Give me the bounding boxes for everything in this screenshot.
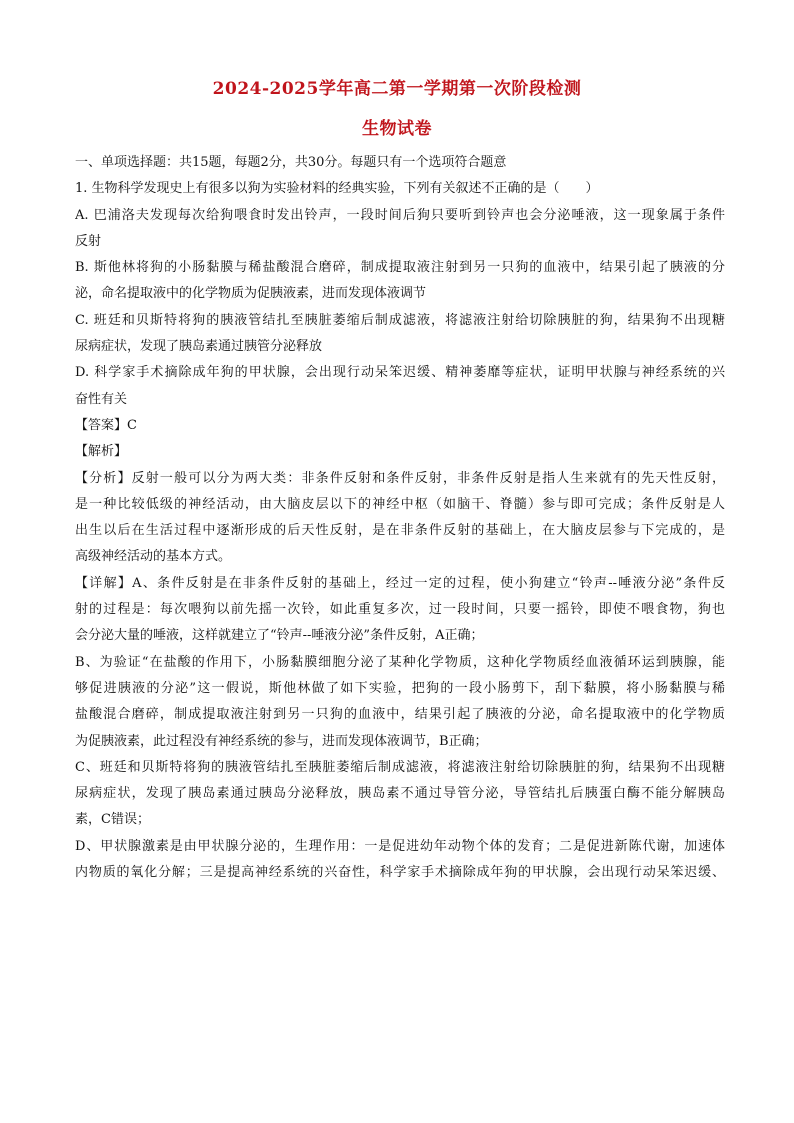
- text-line: 【解析】: [75, 444, 128, 460]
- text-line: 1. 生物科学发现史上有很多以狗为实验材料的经典实验，下列有关叙述不正确的是（ ）: [75, 181, 599, 197]
- text-line: 尿病症状，发现了胰岛素通过胰岛分泌释放，胰岛素不通过导管分泌，导管结扎后胰蛋白酶不能分解胰岛: [75, 786, 725, 802]
- text-line: 射的过程是：每次喂狗以前先摇一次铃，如此重复多次，过一段时间，只要一摇铃，即使不喂食物，狗也: [75, 602, 725, 618]
- text-line: 【详解】A、条件反射是在非条件反射的基础上，经过一定的过程，使小狗建立“铃声--唾液分泌”条件反: [75, 575, 725, 591]
- text-line: D. 科学家手术摘除成年狗的甲状腺，会出现行动呆笨迟缓、精神萎靡等症状，证明甲状腺与神经系统的兴: [75, 365, 725, 381]
- text-line: D、甲状腺激素是由甲状腺分泌的，生理作用：一是促进幼年动物个体的发育；二是促进新陈代谢，加速体: [75, 838, 725, 854]
- text-line: 为促胰液素，此过程没有神经系统的参与，进而发现体液调节，B正确；: [75, 733, 488, 749]
- text-line: 【答案】C: [75, 417, 137, 433]
- text-line: 出生以后在生活过程中逐渐形成的后天性反射，是在非条件反射的基础上，在大脑皮层参与下完成的，是: [75, 523, 725, 539]
- text-line: 反射: [75, 233, 102, 249]
- text-line: B. 斯他林将狗的小肠黏膜与稀盐酸混合磨碎，制成提取液注射到另一只狗的血液中，结果引起了胰液的分: [75, 260, 725, 276]
- text-line: 是一种比较低级的神经活动，由大脑皮层以下的神经中枢（如脑干、脊髓）参与即可完成；条件反射是人: [75, 496, 725, 512]
- page-title: 2024-2025学年高二第一学期第一次阶段检测: [212, 79, 582, 99]
- text-line: 一、单项选择题：共15题，每题2分，共30分。每题只有一个选项符合题意: [75, 155, 507, 170]
- text-line: 素，C错误；: [75, 812, 150, 828]
- text-line: 内物质的氧化分解；三是提高神经系统的兴奋性，科学家手术摘除成年狗的甲状腺，会出现行动呆笨迟缓、: [75, 865, 725, 881]
- text-line: 会分泌大量的唾液，这样就建立了“铃声--唾液分泌”条件反射，A正确；: [75, 628, 484, 644]
- text-line: 泌，命名提取液中的化学物质为促胰液素，进而发现体液调节: [75, 286, 427, 302]
- text-line: 高级神经活动的基本方式。: [75, 549, 232, 565]
- text-line: A. 巴浦洛夫发现每次给狗喂食时发出铃声，一段时间后狗只要听到铃声也会分泌唾液，这一现象属于条件: [75, 207, 725, 223]
- page-subtitle: 生物试卷: [362, 119, 432, 139]
- text-line: 盐酸混合磨碎，制成提取液注射到另一只狗的血液中，结果引起了胰液的分泌，命名提取液中的化学物质: [75, 707, 725, 723]
- text-line: 够促进胰液的分泌”这一假说，斯他林做了如下实验，把狗的一段小肠剪下，刮下黏膜，将小肠黏膜与稀: [75, 680, 725, 696]
- text-line: C、班廷和贝斯特将狗的胰液管结扎至胰脏萎缩后制成滤液，将滤液注射给切除胰脏的狗，结果狗不出现糖: [75, 759, 725, 775]
- text-line: B、为验证“在盐酸的作用下，小肠黏膜细胞分泌了某种化学物质，这种化学物质经血液循环运到胰腺，能: [75, 654, 725, 670]
- document-body: [75, 150, 725, 886]
- text-line: 【分析】反射一般可以分为两大类：非条件反射和条件反射，非条件反射是指人生来就有的先天性反射，: [75, 470, 725, 486]
- text-line: 奋性有关: [75, 391, 128, 407]
- text-line: 尿病症状，发现了胰岛素通过胰管分泌释放: [75, 339, 323, 355]
- text-line: C. 班廷和贝斯特将狗的胰液管结扎至胰脏萎缩后制成滤液，将滤液注射给切除胰脏的狗，结果狗不出现糖: [75, 312, 725, 328]
